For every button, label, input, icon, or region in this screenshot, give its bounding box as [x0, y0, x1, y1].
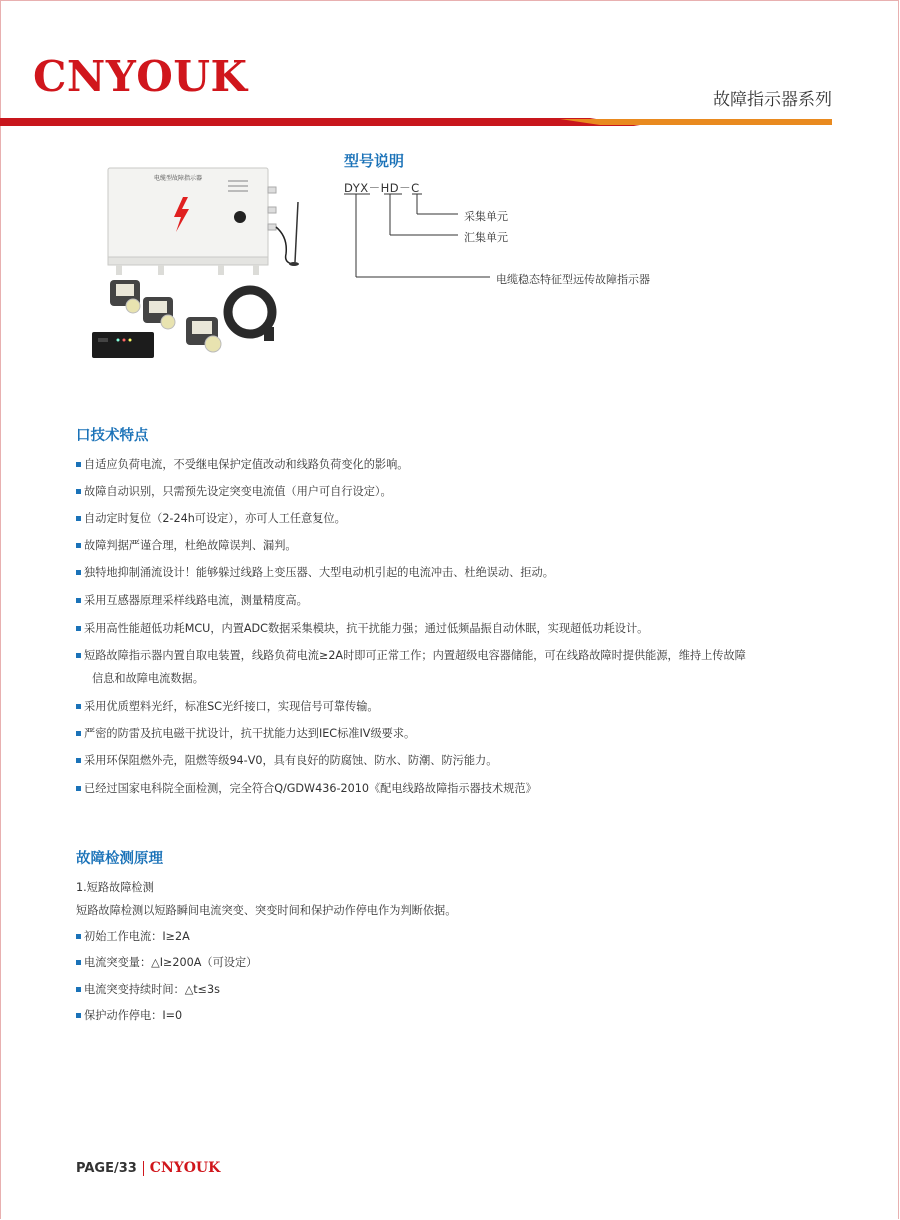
bullet-square-icon [76, 758, 81, 763]
product-box-label: 电缆型故障指示器 [154, 175, 203, 182]
feature-item: 故障自动识别，只需预先设定突变电流值（用户可自行设定）。 [76, 483, 392, 499]
feature-item: 采用高性能超低功耗MCU，内置ADC数据采集模块，抗干扰能力强；通过低频晶振自动休眠，实现超低功耗设计。 [76, 620, 648, 636]
feature-item: 采用优质塑料光纤，标准SC光纤接口，实现信号可靠传输。 [76, 698, 379, 714]
bullet-square-icon [76, 489, 81, 494]
model-code: DYX－HD－C [344, 181, 420, 195]
bullet-square-icon [76, 731, 81, 736]
bullet-square-icon [76, 1013, 81, 1018]
principle-item: 电流突变量：△I≥200A（可设定） [76, 954, 257, 970]
feature-item: 已经过国家电科院全面检测，完全符合Q/GDW436-2010《配电线路故障指示器技术规范》 [76, 780, 537, 796]
bullet-square-icon [76, 462, 81, 467]
feature-item: 独特地抑制涌流设计！能够躲过线路上变压器、大型电动机引起的电流冲击、杜绝误动、拒动。 [76, 564, 554, 580]
model-label-indicator: 电缆稳态特征型远传故障指示器 [496, 273, 650, 286]
brand-logo: CNYOUK [33, 52, 248, 101]
bullet-square-icon [76, 960, 81, 965]
bullet-square-icon [76, 704, 81, 709]
feature-item: 采用互感器原理采样线路电流，测量精度高。 [76, 592, 308, 608]
product-photo-icon [88, 162, 328, 372]
bullet-square-icon [76, 653, 81, 658]
principle-subtitle: 1.短路故障检测 [76, 881, 154, 894]
bullet-square-icon [76, 598, 81, 603]
principle-item: 初始工作电流：I≥2A [76, 928, 190, 944]
footer-brand: CNYOUK [149, 1160, 221, 1176]
series-title: 故障指示器系列 [713, 90, 832, 110]
feature-item: 短路故障指示器内置自取电装置，线路负荷电流≥2A时即可正常工作；内置超级电容器储能，可在线路故障时提供能源，维持上传故障 [76, 647, 746, 663]
principle-description: 短路故障检测以短路瞬间电流突变、突变时间和保护动作停电作为判断依据。 [76, 904, 457, 917]
bullet-square-icon [76, 570, 81, 575]
feature-item: 自适应负荷电流，不受继电保护定值改动和线路负荷变化的影响。 [76, 456, 408, 472]
feature-item: 采用环保阻燃外壳，阻燃等级94-V0，具有良好的防腐蚀、防水、防潮、防污能力。 [76, 752, 497, 768]
principle-item: 电流突变持续时间：△t≤3s [76, 981, 220, 997]
feature-item: 严密的防雷及抗电磁干扰设计，抗干扰能力达到IEC标准IV级要求。 [76, 725, 415, 741]
bullet-square-icon [76, 786, 81, 791]
footer-separator [143, 1161, 144, 1176]
model-label-acquisition: 采集单元 [464, 210, 508, 223]
page-number: PAGE/33 [76, 1161, 137, 1176]
feature-item: 故障判据严谨合理，杜绝故障误判、漏判。 [76, 537, 297, 553]
features-title: 口技术特点 [76, 428, 149, 444]
header-divider-bar [0, 118, 832, 126]
principle-title: 故障检测原理 [76, 851, 163, 867]
model-label-aggregation: 汇集单元 [464, 231, 508, 244]
page-footer [76, 1160, 220, 1176]
bullet-square-icon [76, 516, 81, 521]
bullet-square-icon [76, 987, 81, 992]
model-title: 型号说明 [344, 152, 405, 170]
bullet-square-icon [76, 934, 81, 939]
feature-item-continuation: 信息和故障电流数据。 [92, 672, 204, 685]
bullet-square-icon [76, 626, 81, 631]
feature-item: 自动定时复位（2-24h可设定），亦可人工任意复位。 [76, 510, 346, 526]
principle-item: 保护动作停电：I=0 [76, 1007, 182, 1023]
bullet-square-icon [76, 543, 81, 548]
